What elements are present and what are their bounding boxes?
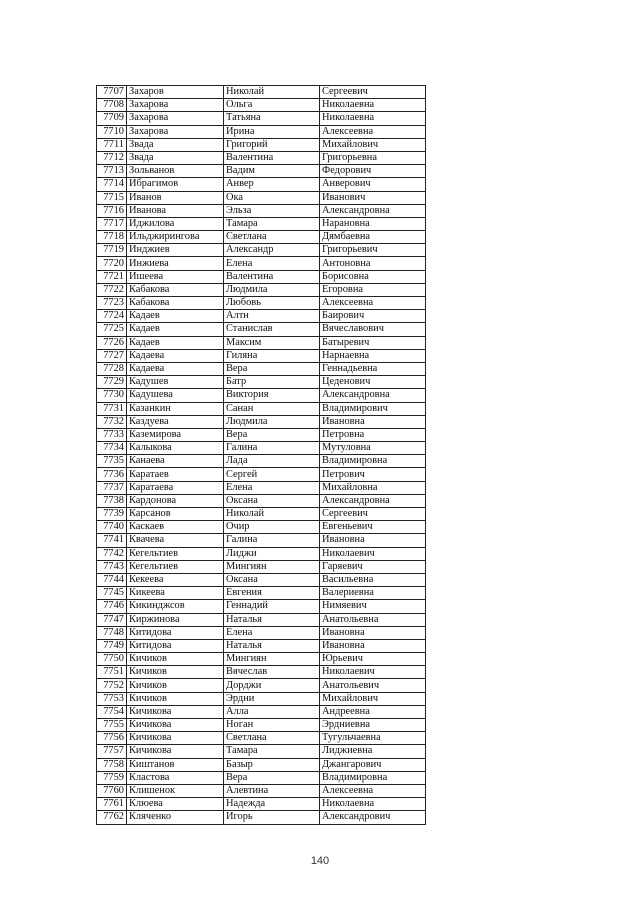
patronymic-cell: Петровна — [320, 428, 426, 441]
table-row — [97, 244, 426, 257]
row-number: 7736 — [97, 468, 127, 481]
surname-cell: Казанкин — [127, 402, 224, 415]
patronymic-cell: Анатольевна — [320, 613, 426, 626]
row-number: 7723 — [97, 297, 127, 310]
table-row — [97, 468, 426, 481]
table-row — [97, 758, 426, 771]
surname-cell: Каздуева — [127, 415, 224, 428]
row-number: 7725 — [97, 323, 127, 336]
patronymic-cell: Владимировна — [320, 771, 426, 784]
row-number: 7735 — [97, 455, 127, 468]
first-name-cell: Лада — [224, 455, 320, 468]
table-row — [97, 666, 426, 679]
row-number: 7733 — [97, 428, 127, 441]
surname-cell: Кикеева — [127, 587, 224, 600]
table-row — [97, 257, 426, 270]
first-name-cell: Эрдни — [224, 692, 320, 705]
patronymic-cell: Владимировна — [320, 455, 426, 468]
patronymic-cell: Вячеславович — [320, 323, 426, 336]
table-row — [97, 178, 426, 191]
first-name-cell: Николай — [224, 508, 320, 521]
patronymic-cell: Анатольевич — [320, 679, 426, 692]
first-name-cell: Дорджи — [224, 679, 320, 692]
surname-cell: Иджилова — [127, 217, 224, 230]
patronymic-cell: Григорьевич — [320, 244, 426, 257]
first-name-cell: Григорий — [224, 138, 320, 151]
row-number: 7758 — [97, 758, 127, 771]
surname-cell: Звада — [127, 151, 224, 164]
table-row — [97, 165, 426, 178]
surname-cell: Кичикова — [127, 732, 224, 745]
first-name-cell: Вадим — [224, 165, 320, 178]
row-number: 7711 — [97, 138, 127, 151]
table-row — [97, 560, 426, 573]
first-name-cell: Мингиян — [224, 560, 320, 573]
surname-cell: Кичикова — [127, 705, 224, 718]
surname-cell: Кичикова — [127, 719, 224, 732]
first-name-cell: Людмила — [224, 415, 320, 428]
surname-cell: Захарова — [127, 99, 224, 112]
patronymic-cell: Александровна — [320, 389, 426, 402]
patronymic-cell: Александровна — [320, 204, 426, 217]
patronymic-cell: Федорович — [320, 165, 426, 178]
surname-cell: Каскаев — [127, 521, 224, 534]
first-name-cell: Ольга — [224, 99, 320, 112]
first-name-cell: Николай — [224, 86, 320, 99]
surname-cell: Кичикова — [127, 745, 224, 758]
surname-cell: Захарова — [127, 112, 224, 125]
surname-cell: Иванов — [127, 191, 224, 204]
table-row — [97, 521, 426, 534]
surname-cell: Калыкова — [127, 442, 224, 455]
row-number: 7719 — [97, 244, 127, 257]
row-number: 7720 — [97, 257, 127, 270]
surname-cell: Квачева — [127, 534, 224, 547]
surname-cell: Кабакова — [127, 297, 224, 310]
row-number: 7728 — [97, 362, 127, 375]
row-number: 7737 — [97, 481, 127, 494]
patronymic-cell: Нимяевич — [320, 600, 426, 613]
patronymic-cell: Антоновна — [320, 257, 426, 270]
row-number: 7727 — [97, 349, 127, 362]
row-number: 7730 — [97, 389, 127, 402]
surname-cell: Киржинова — [127, 613, 224, 626]
surname-cell: Кляченко — [127, 811, 224, 824]
patronymic-cell: Николаевна — [320, 99, 426, 112]
patronymic-cell: Александровна — [320, 494, 426, 507]
table-row — [97, 455, 426, 468]
first-name-cell: Елена — [224, 626, 320, 639]
surname-cell: Киштанов — [127, 758, 224, 771]
row-number: 7750 — [97, 653, 127, 666]
first-name-cell: Елена — [224, 257, 320, 270]
row-number: 7741 — [97, 534, 127, 547]
surname-cell: Кегельтиев — [127, 560, 224, 573]
patronymic-cell: Геннадьевна — [320, 362, 426, 375]
table-row — [97, 402, 426, 415]
table-row — [97, 138, 426, 151]
page-number: 140 — [310, 855, 330, 867]
surname-cell: Ишеева — [127, 270, 224, 283]
surname-cell: Каратаева — [127, 481, 224, 494]
row-number: 7746 — [97, 600, 127, 613]
table-row — [97, 653, 426, 666]
surname-cell: Кичиков — [127, 692, 224, 705]
row-number: 7708 — [97, 99, 127, 112]
table-row — [97, 587, 426, 600]
patronymic-cell: Николаевна — [320, 112, 426, 125]
table-row — [97, 508, 426, 521]
surname-cell: Захарова — [127, 125, 224, 138]
row-number: 7755 — [97, 719, 127, 732]
table-row — [97, 362, 426, 375]
surname-cell: Кадушева — [127, 389, 224, 402]
surname-cell: Кичиков — [127, 679, 224, 692]
table-row — [97, 573, 426, 586]
patronymic-cell: Алексеевна — [320, 297, 426, 310]
roster-table-body — [97, 86, 426, 825]
first-name-cell: Алевтина — [224, 784, 320, 797]
patronymic-cell: Эрдниевна — [320, 719, 426, 732]
row-number: 7743 — [97, 560, 127, 573]
row-number: 7742 — [97, 547, 127, 560]
first-name-cell: Базыр — [224, 758, 320, 771]
table-row — [97, 191, 426, 204]
table-row — [97, 204, 426, 217]
patronymic-cell: Гаряевич — [320, 560, 426, 573]
surname-cell: Кадаева — [127, 362, 224, 375]
first-name-cell: Ока — [224, 191, 320, 204]
patronymic-cell: Баирович — [320, 310, 426, 323]
row-number: 7714 — [97, 178, 127, 191]
table-row — [97, 600, 426, 613]
row-number: 7739 — [97, 508, 127, 521]
first-name-cell: Людмила — [224, 283, 320, 296]
first-name-cell: Валентина — [224, 151, 320, 164]
table-row — [97, 613, 426, 626]
first-name-cell: Светлана — [224, 732, 320, 745]
row-number: 7734 — [97, 442, 127, 455]
surname-cell: Клишенок — [127, 784, 224, 797]
row-number: 7760 — [97, 784, 127, 797]
surname-cell: Ильджиринговa — [127, 231, 224, 244]
patronymic-cell: Петрович — [320, 468, 426, 481]
table-row — [97, 705, 426, 718]
row-number: 7756 — [97, 732, 127, 745]
patronymic-cell: Алексеевна — [320, 784, 426, 797]
table-row — [97, 376, 426, 389]
first-name-cell: Надежда — [224, 798, 320, 811]
table-row — [97, 283, 426, 296]
row-number: 7717 — [97, 217, 127, 230]
surname-cell: Кардонова — [127, 494, 224, 507]
patronymic-cell: Мутуловна — [320, 442, 426, 455]
patronymic-cell: Нарановна — [320, 217, 426, 230]
surname-cell: Кадаев — [127, 310, 224, 323]
surname-cell: Кадаев — [127, 323, 224, 336]
table-row — [97, 323, 426, 336]
row-number: 7709 — [97, 112, 127, 125]
patronymic-cell: Михайловна — [320, 481, 426, 494]
first-name-cell: Оксана — [224, 573, 320, 586]
first-name-cell: Батр — [224, 376, 320, 389]
row-number: 7762 — [97, 811, 127, 824]
row-number: 7759 — [97, 771, 127, 784]
surname-cell: Кичиков — [127, 666, 224, 679]
first-name-cell: Вера — [224, 428, 320, 441]
first-name-cell: Вера — [224, 362, 320, 375]
table-row — [97, 811, 426, 824]
first-name-cell: Ноган — [224, 719, 320, 732]
row-number: 7757 — [97, 745, 127, 758]
surname-cell: Инжиева — [127, 257, 224, 270]
table-row — [97, 336, 426, 349]
surname-cell: Кекеева — [127, 573, 224, 586]
table-row — [97, 99, 426, 112]
first-name-cell: Эльза — [224, 204, 320, 217]
patronymic-cell: Борисовна — [320, 270, 426, 283]
table-row — [97, 231, 426, 244]
first-name-cell: Наталья — [224, 613, 320, 626]
surname-cell: Зольванов — [127, 165, 224, 178]
table-row — [97, 679, 426, 692]
row-number: 7721 — [97, 270, 127, 283]
patronymic-cell: Николаевич — [320, 547, 426, 560]
first-name-cell: Лиджи — [224, 547, 320, 560]
patronymic-cell: Николаевна — [320, 798, 426, 811]
table-row — [97, 547, 426, 560]
surname-cell: Клюева — [127, 798, 224, 811]
table-row — [97, 151, 426, 164]
first-name-cell: Тамара — [224, 745, 320, 758]
table-row — [97, 692, 426, 705]
first-name-cell: Геннадий — [224, 600, 320, 613]
first-name-cell: Любовь — [224, 297, 320, 310]
patronymic-cell: Ивановна — [320, 415, 426, 428]
row-number: 7738 — [97, 494, 127, 507]
row-number: 7707 — [97, 86, 127, 99]
table-row — [97, 349, 426, 362]
first-name-cell: Вячеслав — [224, 666, 320, 679]
first-name-cell: Станислав — [224, 323, 320, 336]
patronymic-cell: Джангарович — [320, 758, 426, 771]
surname-cell: Кичиков — [127, 653, 224, 666]
row-number: 7726 — [97, 336, 127, 349]
surname-cell: Карсанов — [127, 508, 224, 521]
first-name-cell: Светлана — [224, 231, 320, 244]
patronymic-cell: Ивановна — [320, 534, 426, 547]
first-name-cell: Виктория — [224, 389, 320, 402]
table-row — [97, 297, 426, 310]
table-row — [97, 771, 426, 784]
surname-cell: Кикинджсов — [127, 600, 224, 613]
patronymic-cell: Михайлович — [320, 692, 426, 705]
patronymic-cell: Батыревич — [320, 336, 426, 349]
table-row — [97, 270, 426, 283]
table-row — [97, 639, 426, 652]
first-name-cell: Валентина — [224, 270, 320, 283]
patronymic-cell: Васильевна — [320, 573, 426, 586]
patronymic-cell: Евгеньевич — [320, 521, 426, 534]
row-number: 7715 — [97, 191, 127, 204]
patronymic-cell: Нарнаевна — [320, 349, 426, 362]
surname-cell: Звада — [127, 138, 224, 151]
surname-cell: Инджиев — [127, 244, 224, 257]
first-name-cell: Наталья — [224, 639, 320, 652]
first-name-cell: Максим — [224, 336, 320, 349]
row-number: 7748 — [97, 626, 127, 639]
table-row — [97, 442, 426, 455]
patronymic-cell: Михайлович — [320, 138, 426, 151]
surname-cell: Ибрагимов — [127, 178, 224, 191]
first-name-cell: Галина — [224, 442, 320, 455]
first-name-cell: Александр — [224, 244, 320, 257]
roster-table — [96, 85, 426, 825]
table-row — [97, 745, 426, 758]
surname-cell: Кабакова — [127, 283, 224, 296]
first-name-cell: Галина — [224, 534, 320, 547]
row-number: 7732 — [97, 415, 127, 428]
row-number: 7710 — [97, 125, 127, 138]
row-number: 7753 — [97, 692, 127, 705]
table-row — [97, 798, 426, 811]
row-number: 7744 — [97, 573, 127, 586]
row-number: 7751 — [97, 666, 127, 679]
row-number: 7713 — [97, 165, 127, 178]
surname-cell: Кадаев — [127, 336, 224, 349]
table-row — [97, 494, 426, 507]
patronymic-cell: Юрьевич — [320, 653, 426, 666]
first-name-cell: Гиляна — [224, 349, 320, 362]
first-name-cell: Мингиян — [224, 653, 320, 666]
table-row — [97, 784, 426, 797]
first-name-cell: Алтн — [224, 310, 320, 323]
table-row — [97, 719, 426, 732]
row-number: 7731 — [97, 402, 127, 415]
patronymic-cell: Сергеевич — [320, 508, 426, 521]
row-number: 7716 — [97, 204, 127, 217]
surname-cell: Китидова — [127, 639, 224, 652]
surname-cell: Захаров — [127, 86, 224, 99]
table-row — [97, 389, 426, 402]
first-name-cell: Ирина — [224, 125, 320, 138]
patronymic-cell: Александрович — [320, 811, 426, 824]
table-row — [97, 428, 426, 441]
patronymic-cell: Ивановна — [320, 639, 426, 652]
surname-cell: Кегельтиев — [127, 547, 224, 560]
table-row — [97, 310, 426, 323]
first-name-cell: Оксана — [224, 494, 320, 507]
patronymic-cell: Дямбаевна — [320, 231, 426, 244]
patronymic-cell: Тугульчаевна — [320, 732, 426, 745]
first-name-cell: Евгения — [224, 587, 320, 600]
table-row — [97, 217, 426, 230]
first-name-cell: Игорь — [224, 811, 320, 824]
surname-cell: Китидова — [127, 626, 224, 639]
first-name-cell: Елена — [224, 481, 320, 494]
surname-cell: Кластова — [127, 771, 224, 784]
table-row — [97, 125, 426, 138]
row-number: 7761 — [97, 798, 127, 811]
table-row — [97, 86, 426, 99]
table-row — [97, 626, 426, 639]
table-row — [97, 534, 426, 547]
surname-cell: Кадаева — [127, 349, 224, 362]
row-number: 7747 — [97, 613, 127, 626]
surname-cell: Каратаев — [127, 468, 224, 481]
surname-cell: Иванова — [127, 204, 224, 217]
row-number: 7729 — [97, 376, 127, 389]
row-number: 7749 — [97, 639, 127, 652]
surname-cell: Кадушев — [127, 376, 224, 389]
first-name-cell: Тамара — [224, 217, 320, 230]
patronymic-cell: Лиджиевна — [320, 745, 426, 758]
first-name-cell: Сергей — [224, 468, 320, 481]
first-name-cell: Очир — [224, 521, 320, 534]
surname-cell: Канаева — [127, 455, 224, 468]
patronymic-cell: Владимирович — [320, 402, 426, 415]
row-number: 7712 — [97, 151, 127, 164]
row-number: 7740 — [97, 521, 127, 534]
row-number: 7752 — [97, 679, 127, 692]
row-number: 7745 — [97, 587, 127, 600]
patronymic-cell: Григорьевна — [320, 151, 426, 164]
patronymic-cell: Егоровна — [320, 283, 426, 296]
row-number: 7718 — [97, 231, 127, 244]
first-name-cell: Санан — [224, 402, 320, 415]
patronymic-cell: Иванович — [320, 191, 426, 204]
patronymic-cell: Ивановна — [320, 626, 426, 639]
row-number: 7754 — [97, 705, 127, 718]
row-number: 7724 — [97, 310, 127, 323]
table-row — [97, 732, 426, 745]
table-row — [97, 481, 426, 494]
patronymic-cell: Цеденович — [320, 376, 426, 389]
first-name-cell: Татьяна — [224, 112, 320, 125]
row-number: 7722 — [97, 283, 127, 296]
first-name-cell: Вера — [224, 771, 320, 784]
patronymic-cell: Сергеевич — [320, 86, 426, 99]
first-name-cell: Алла — [224, 705, 320, 718]
patronymic-cell: Андреевна — [320, 705, 426, 718]
patronymic-cell: Алексеевна — [320, 125, 426, 138]
patronymic-cell: Николаевич — [320, 666, 426, 679]
surname-cell: Каземирова — [127, 428, 224, 441]
patronymic-cell: Анверович — [320, 178, 426, 191]
first-name-cell: Анвер — [224, 178, 320, 191]
table-row — [97, 415, 426, 428]
table-row — [97, 112, 426, 125]
patronymic-cell: Валериевна — [320, 587, 426, 600]
